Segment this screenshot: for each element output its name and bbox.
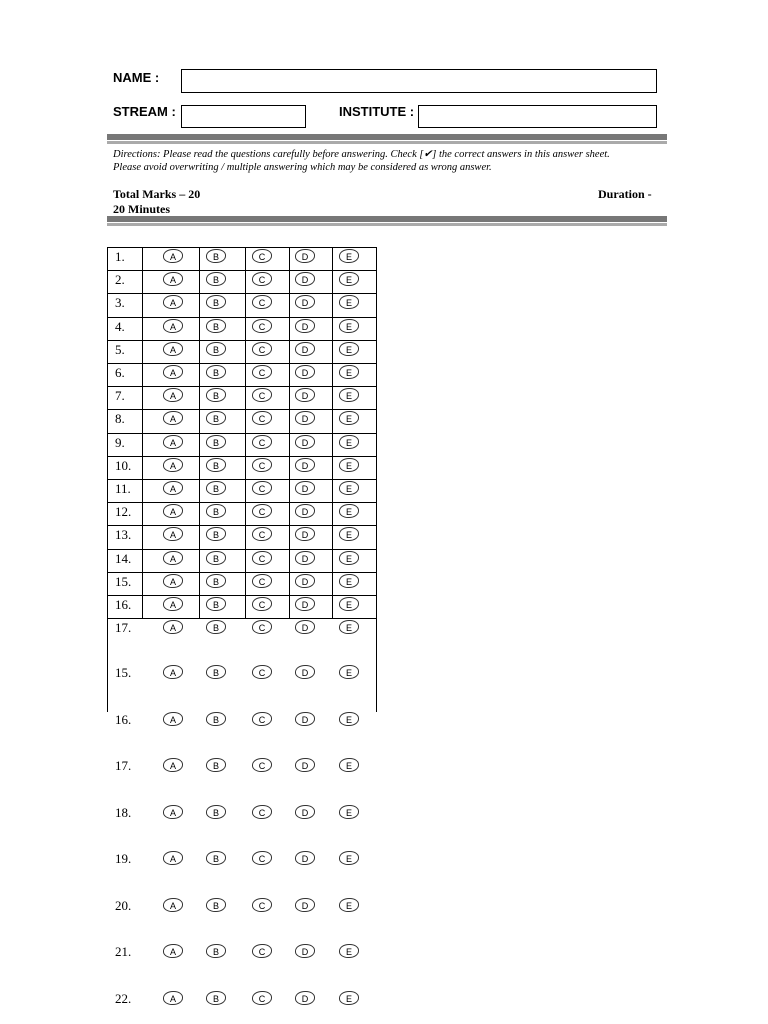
answer-bubble-b[interactable]: B bbox=[206, 805, 226, 819]
answer-bubble-d[interactable]: D bbox=[295, 944, 315, 958]
answer-bubble-e[interactable]: E bbox=[339, 665, 359, 679]
question-number: 6. bbox=[115, 365, 125, 380]
answer-bubble-a[interactable]: A bbox=[163, 991, 183, 1005]
answer-bubble-a[interactable]: A bbox=[163, 527, 183, 541]
answer-bubble-a[interactable]: A bbox=[163, 458, 183, 472]
question-number: 12. bbox=[115, 504, 132, 520]
answer-bubble-d[interactable]: D bbox=[295, 435, 315, 449]
answer-bubble-e[interactable]: E bbox=[339, 388, 359, 402]
answer-bubble-a[interactable]: A bbox=[163, 898, 183, 912]
answer-bubble-e[interactable]: E bbox=[339, 758, 359, 772]
answer-bubble-a[interactable]: A bbox=[163, 665, 183, 679]
answer-bubble-a[interactable]: A bbox=[163, 481, 183, 495]
answer-bubble-c[interactable]: C bbox=[252, 342, 272, 356]
answer-bubble-d[interactable]: D bbox=[295, 504, 315, 518]
answer-bubble-c[interactable]: C bbox=[252, 295, 272, 309]
answer-bubble-b[interactable]: B bbox=[206, 388, 226, 402]
answer-bubble-c[interactable]: C bbox=[252, 758, 272, 772]
answer-bubble-e[interactable]: E bbox=[339, 620, 359, 634]
answer-bubble-a[interactable]: A bbox=[163, 574, 183, 588]
question-number: 22. bbox=[115, 990, 132, 1006]
answer-bubble-b[interactable]: B bbox=[206, 851, 226, 865]
duration-value: 20 Minutes bbox=[113, 202, 170, 216]
answer-bubble-d[interactable]: D bbox=[295, 481, 315, 495]
answer-bubble-e[interactable]: E bbox=[339, 365, 359, 379]
answer-bubble-d[interactable]: D bbox=[295, 458, 315, 472]
answer-bubble-a[interactable]: A bbox=[163, 597, 183, 611]
answer-bubble-d[interactable]: D bbox=[295, 527, 315, 541]
answer-bubble-a[interactable]: A bbox=[163, 435, 183, 449]
answer-bubble-c[interactable]: C bbox=[252, 249, 272, 263]
answer-bubble-d[interactable]: D bbox=[295, 597, 315, 611]
answer-bubble-a[interactable]: A bbox=[163, 365, 183, 379]
answer-bubble-e[interactable]: E bbox=[339, 295, 359, 309]
answer-bubble-c[interactable]: C bbox=[252, 991, 272, 1005]
answer-bubble-e[interactable]: E bbox=[339, 435, 359, 449]
answer-bubble-d[interactable]: D bbox=[295, 851, 315, 865]
question-number: 8. bbox=[115, 411, 125, 427]
answer-bubble-e[interactable]: E bbox=[339, 411, 359, 425]
answer-bubble-a[interactable]: A bbox=[163, 342, 183, 356]
answer-bubble-b[interactable]: B bbox=[206, 249, 226, 263]
answer-bubble-c[interactable]: C bbox=[252, 504, 272, 518]
question-number: 15. bbox=[115, 665, 132, 680]
answer-bubble-a[interactable]: A bbox=[163, 851, 183, 865]
question-number: 3. bbox=[115, 295, 125, 311]
answer-bubble-b[interactable]: B bbox=[206, 365, 226, 379]
answer-bubble-c[interactable]: C bbox=[252, 805, 272, 819]
answer-bubble-a[interactable]: A bbox=[163, 295, 183, 309]
answer-bubble-a[interactable]: A bbox=[163, 249, 183, 263]
answer-bubble-c[interactable]: C bbox=[252, 272, 272, 286]
answer-bubble-e[interactable]: E bbox=[339, 712, 359, 726]
directions-line-2: Please avoid overwriting / multiple answering which may be considered as wrong answer. bbox=[113, 162, 492, 173]
answer-bubble-a[interactable]: A bbox=[163, 272, 183, 286]
answer-bubble-b[interactable]: B bbox=[206, 272, 226, 286]
question-number: 20. bbox=[115, 897, 132, 913]
institute-label: INSTITUTE : bbox=[339, 104, 415, 119]
name-label: NAME : bbox=[113, 70, 160, 85]
answer-bubble-c[interactable]: C bbox=[252, 620, 272, 634]
answer-bubble-c[interactable]: C bbox=[252, 944, 272, 958]
answer-bubble-e[interactable]: E bbox=[339, 805, 359, 819]
question-number: 16. bbox=[115, 597, 132, 612]
question-number: 18. bbox=[115, 804, 132, 820]
answer-bubble-d[interactable]: D bbox=[295, 665, 315, 679]
question-number: 21. bbox=[115, 944, 132, 959]
answer-bubble-e[interactable]: E bbox=[339, 458, 359, 472]
answer-bubble-a[interactable]: A bbox=[163, 319, 183, 333]
answer-bubble-a[interactable]: A bbox=[163, 411, 183, 425]
answer-bubble-b[interactable]: B bbox=[206, 712, 226, 726]
answer-bubble-d[interactable]: D bbox=[295, 620, 315, 634]
answer-bubble-d[interactable]: D bbox=[295, 574, 315, 588]
answer-bubble-a[interactable]: A bbox=[163, 758, 183, 772]
answer-bubble-b[interactable]: B bbox=[206, 574, 226, 588]
answer-bubble-c[interactable]: C bbox=[252, 851, 272, 865]
question-number: 13. bbox=[115, 527, 132, 543]
question-number: 1. bbox=[115, 249, 125, 264]
answer-bubble-b[interactable]: B bbox=[206, 435, 226, 449]
answer-bubble-e[interactable]: E bbox=[339, 249, 359, 263]
answer-bubble-d[interactable]: D bbox=[295, 272, 315, 286]
answer-bubble-a[interactable]: A bbox=[163, 712, 183, 726]
answer-bubble-b[interactable]: B bbox=[206, 551, 226, 565]
question-number: 19. bbox=[115, 851, 132, 866]
answer-bubble-a[interactable]: A bbox=[163, 620, 183, 634]
answer-bubble-d[interactable]: D bbox=[295, 898, 315, 912]
answer-bubble-c[interactable]: C bbox=[252, 898, 272, 912]
answer-bubble-b[interactable]: B bbox=[206, 758, 226, 772]
question-number: 15. bbox=[115, 573, 132, 589]
answer-bubble-a[interactable]: A bbox=[163, 504, 183, 518]
answer-bubble-d[interactable]: D bbox=[295, 805, 315, 819]
answer-bubble-e[interactable]: E bbox=[339, 597, 359, 611]
answer-bubble-c[interactable]: C bbox=[252, 527, 272, 541]
answer-bubble-c[interactable]: C bbox=[252, 481, 272, 495]
question-number: 14. bbox=[115, 550, 132, 566]
answer-bubble-d[interactable]: D bbox=[295, 342, 315, 356]
answer-bubble-b[interactable]: B bbox=[206, 504, 226, 518]
answer-bubble-c[interactable]: C bbox=[252, 435, 272, 449]
answer-bubble-c[interactable]: C bbox=[252, 665, 272, 679]
answer-bubble-e[interactable]: E bbox=[339, 991, 359, 1005]
answer-bubble-e[interactable]: E bbox=[339, 481, 359, 495]
answer-bubble-d[interactable]: D bbox=[295, 365, 315, 379]
answer-bubble-e[interactable]: E bbox=[339, 504, 359, 518]
question-number: 7. bbox=[115, 388, 125, 404]
question-number: 4. bbox=[115, 318, 125, 334]
answer-bubble-b[interactable]: B bbox=[206, 319, 226, 333]
answer-bubble-c[interactable]: C bbox=[252, 388, 272, 402]
answer-bubble-c[interactable]: C bbox=[252, 551, 272, 565]
answer-bubble-b[interactable]: B bbox=[206, 665, 226, 679]
answer-bubble-c[interactable]: C bbox=[252, 411, 272, 425]
answer-bubble-a[interactable]: A bbox=[163, 805, 183, 819]
answer-bubble-d[interactable]: D bbox=[295, 411, 315, 425]
question-number: 9. bbox=[115, 434, 125, 450]
answer-bubble-e[interactable]: E bbox=[339, 527, 359, 541]
answer-bubble-e[interactable]: E bbox=[339, 319, 359, 333]
answer-bubble-b[interactable]: B bbox=[206, 458, 226, 472]
duration-label: Duration - bbox=[598, 187, 652, 201]
total-marks: Total Marks – 20 bbox=[113, 187, 201, 201]
answer-bubble-c[interactable]: C bbox=[252, 574, 272, 588]
answer-bubble-b[interactable]: B bbox=[206, 944, 226, 958]
answer-bubble-a[interactable]: A bbox=[163, 388, 183, 402]
question-number: 5. bbox=[115, 341, 125, 357]
answer-bubble-e[interactable]: E bbox=[339, 898, 359, 912]
answer-bubble-b[interactable]: B bbox=[206, 295, 226, 309]
answer-bubble-c[interactable]: C bbox=[252, 319, 272, 333]
question-number: 10. bbox=[115, 457, 132, 473]
answer-bubble-c[interactable]: C bbox=[252, 597, 272, 611]
answer-bubble-e[interactable]: E bbox=[339, 272, 359, 286]
directions-line-1: Directions: Please read the questions carefully before answering. Check [✔] the correct answers in this answer sheet. bbox=[113, 149, 610, 160]
stream-label: STREAM : bbox=[113, 104, 176, 119]
answer-bubble-b[interactable]: B bbox=[206, 991, 226, 1005]
answer-bubble-d[interactable]: D bbox=[295, 712, 315, 726]
answer-bubble-d[interactable]: D bbox=[295, 551, 315, 565]
answer-bubble-d[interactable]: D bbox=[295, 249, 315, 263]
answer-bubble-d[interactable]: D bbox=[295, 295, 315, 309]
answer-bubble-e[interactable]: E bbox=[339, 944, 359, 958]
answer-bubble-e[interactable]: E bbox=[339, 574, 359, 588]
answer-bubble-c[interactable]: C bbox=[252, 712, 272, 726]
answer-bubble-d[interactable]: D bbox=[295, 388, 315, 402]
answer-bubble-e[interactable]: E bbox=[339, 851, 359, 865]
answer-bubble-e[interactable]: E bbox=[339, 342, 359, 356]
answer-bubble-a[interactable]: A bbox=[163, 551, 183, 565]
answer-bubble-b[interactable]: B bbox=[206, 620, 226, 634]
question-number: 16. bbox=[115, 711, 132, 727]
answer-bubble-b[interactable]: B bbox=[206, 527, 226, 541]
answer-bubble-c[interactable]: C bbox=[252, 365, 272, 379]
answer-bubble-b[interactable]: B bbox=[206, 481, 226, 495]
answer-bubble-d[interactable]: D bbox=[295, 758, 315, 772]
question-number: 17. bbox=[115, 620, 132, 636]
question-number: 17. bbox=[115, 758, 132, 773]
answer-bubble-a[interactable]: A bbox=[163, 944, 183, 958]
answer-bubble-d[interactable]: D bbox=[295, 319, 315, 333]
answer-bubble-d[interactable]: D bbox=[295, 991, 315, 1005]
answer-bubble-b[interactable]: B bbox=[206, 342, 226, 356]
answer-bubble-b[interactable]: B bbox=[206, 898, 226, 912]
answer-bubble-c[interactable]: C bbox=[252, 458, 272, 472]
answer-bubble-e[interactable]: E bbox=[339, 551, 359, 565]
answer-bubble-b[interactable]: B bbox=[206, 411, 226, 425]
question-number: 2. bbox=[115, 272, 125, 288]
answer-bubble-b[interactable]: B bbox=[206, 597, 226, 611]
question-number: 11. bbox=[115, 481, 131, 496]
